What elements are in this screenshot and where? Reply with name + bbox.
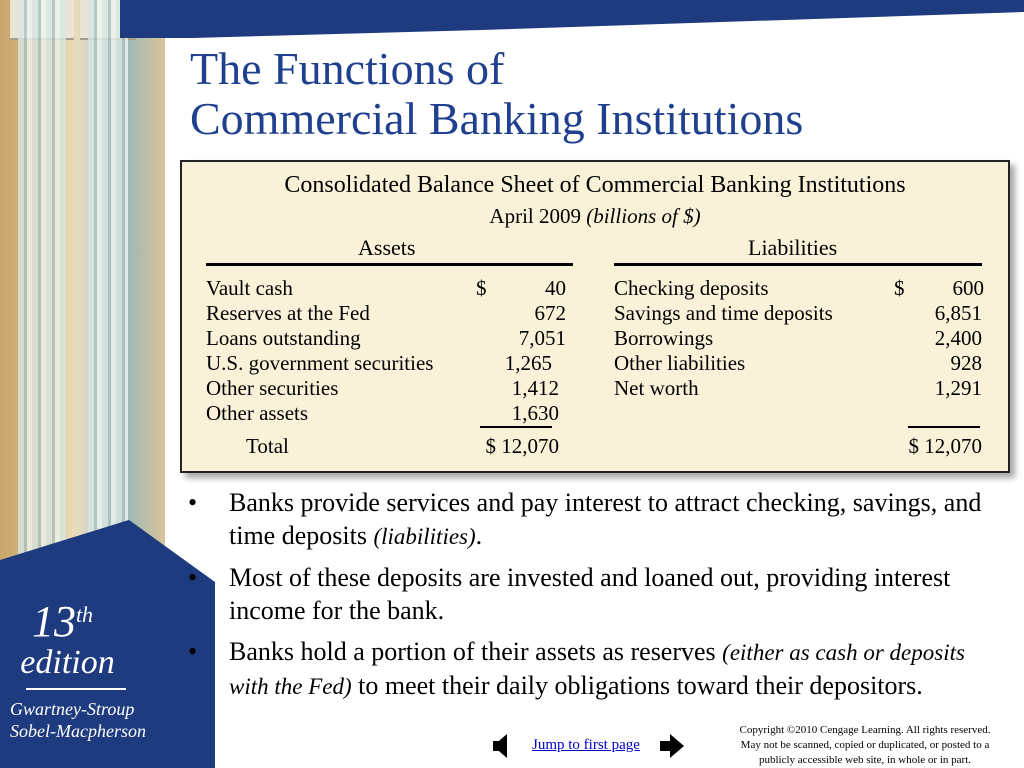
asset-value: 1,265 [504, 351, 552, 375]
liability-row [614, 351, 984, 376]
liability-value: 1,291 [934, 376, 982, 400]
bullet-italic: (either as cash or deposits with the Fed) [229, 640, 965, 699]
liability-label: Borrowings [614, 326, 714, 350]
assets-sum-rule [480, 426, 552, 428]
balance-sheet-subtitle [182, 204, 1008, 229]
edition-suffix: th [75, 602, 94, 627]
liability-row [614, 376, 984, 401]
arrow-left-icon[interactable] [493, 734, 507, 758]
asset-row [206, 326, 566, 351]
liability-row [614, 326, 984, 351]
assets-header-rule [206, 263, 573, 266]
liability-label: Checking deposits [614, 276, 769, 300]
asset-value: 1,412 [511, 376, 559, 400]
copyright-line-2: May not be scanned, copied or duplicated, or posted to a [740, 739, 990, 751]
slide-navigation [490, 732, 700, 760]
asset-label: Vault cash [206, 276, 293, 300]
copyright-line-3: publicly accessible web site, in whole or in part. [759, 754, 971, 766]
liability-label: Savings and time deposits [614, 301, 833, 325]
bullet-item [183, 486, 1003, 553]
asset-label: Other securities [206, 376, 339, 400]
edition-word: edition [20, 644, 115, 681]
liability-dollar-sign: $ [894, 276, 905, 300]
liability-value: 2,400 [934, 326, 982, 350]
liabilities-header-rule [614, 263, 982, 266]
bullet-text: Banks hold a portion of their assets as reserves [229, 637, 723, 666]
asset-label: Other assets [206, 401, 309, 425]
bullet-item [183, 635, 1003, 703]
liability-value: 6,851 [934, 301, 982, 325]
bullet-list [183, 486, 1003, 711]
asset-row [206, 351, 566, 376]
balance-sheet-table [180, 160, 1010, 473]
bullet-dot-icon: • [188, 563, 198, 592]
liability-label: Other liabilities [614, 351, 746, 375]
bullet-dot-icon: • [188, 637, 198, 666]
authors-line-1: Gwartney-Stroup [10, 699, 135, 719]
bullet-text-after: . [475, 521, 483, 550]
liability-row [614, 276, 984, 301]
slide-title-line-1: The Functions of [190, 43, 505, 94]
slide-title [190, 44, 803, 144]
authors-line-2: Sobel-Macpherson [10, 721, 146, 741]
bullet-text: Most of these deposits are invested and loaned out, providing interest income for the bank. [229, 563, 951, 625]
edition-divider [26, 688, 126, 690]
balance-sheet-title: Consolidated Balance Sheet of Commercial Banking Institutions [284, 172, 906, 198]
liability-value: 600 [952, 276, 984, 300]
total-label: Total [246, 434, 289, 458]
bullet-text: Banks provide services and pay interest to attract checking, savings, and time deposits [229, 488, 982, 550]
bullet-italic: (liabilities) [373, 524, 476, 549]
copyright-line-1: Copyright ©2010 Cengage Learning. All rights reserved. [739, 724, 991, 736]
slide-title-line-2: Commercial Banking Institutions [190, 93, 804, 144]
liability-label: Net worth [614, 376, 699, 400]
asset-label: Reserves at the Fed [206, 301, 370, 325]
liabilities-sum-rule [908, 426, 980, 428]
bullet-text-after: to meet their daily obligations toward their depositors. [351, 671, 923, 700]
top-banner-swoosh [120, 0, 1024, 38]
asset-label: U.S. government securities [206, 351, 434, 375]
liabilities-total-row [614, 434, 984, 459]
asset-row [206, 376, 566, 401]
asset-dollar-sign: $ [476, 276, 487, 300]
asset-row [206, 276, 566, 301]
balance-sheet-date: April 2009 [489, 204, 581, 228]
asset-value: 7,051 [518, 326, 566, 350]
copyright-notice [712, 723, 1018, 768]
liability-value: 928 [950, 351, 982, 375]
balance-sheet-units: (billions of $) [586, 204, 701, 228]
asset-label: Loans outstanding [206, 326, 361, 350]
asset-row [206, 301, 566, 326]
assets-header: Assets [358, 235, 416, 260]
authors [0, 698, 165, 742]
bullet-dot-icon: • [188, 488, 198, 517]
liability-row [614, 301, 984, 326]
asset-row [206, 401, 566, 426]
asset-value: 1,630 [511, 401, 559, 425]
assets-total-value: $ 12,070 [485, 434, 559, 458]
arrow-right-icon[interactable] [670, 734, 684, 758]
edition-number: 13 [31, 597, 76, 646]
edition-badge [0, 597, 165, 742]
asset-value: 40 [545, 276, 566, 300]
liabilities-header: Liabilities [748, 235, 838, 260]
asset-value: 672 [534, 301, 566, 325]
bullet-item [183, 561, 1003, 627]
assets-total-row [206, 434, 566, 459]
jump-to-first-page-link[interactable]: Jump to first page [532, 737, 640, 753]
liabilities-total-value: $ 12,070 [908, 434, 982, 458]
